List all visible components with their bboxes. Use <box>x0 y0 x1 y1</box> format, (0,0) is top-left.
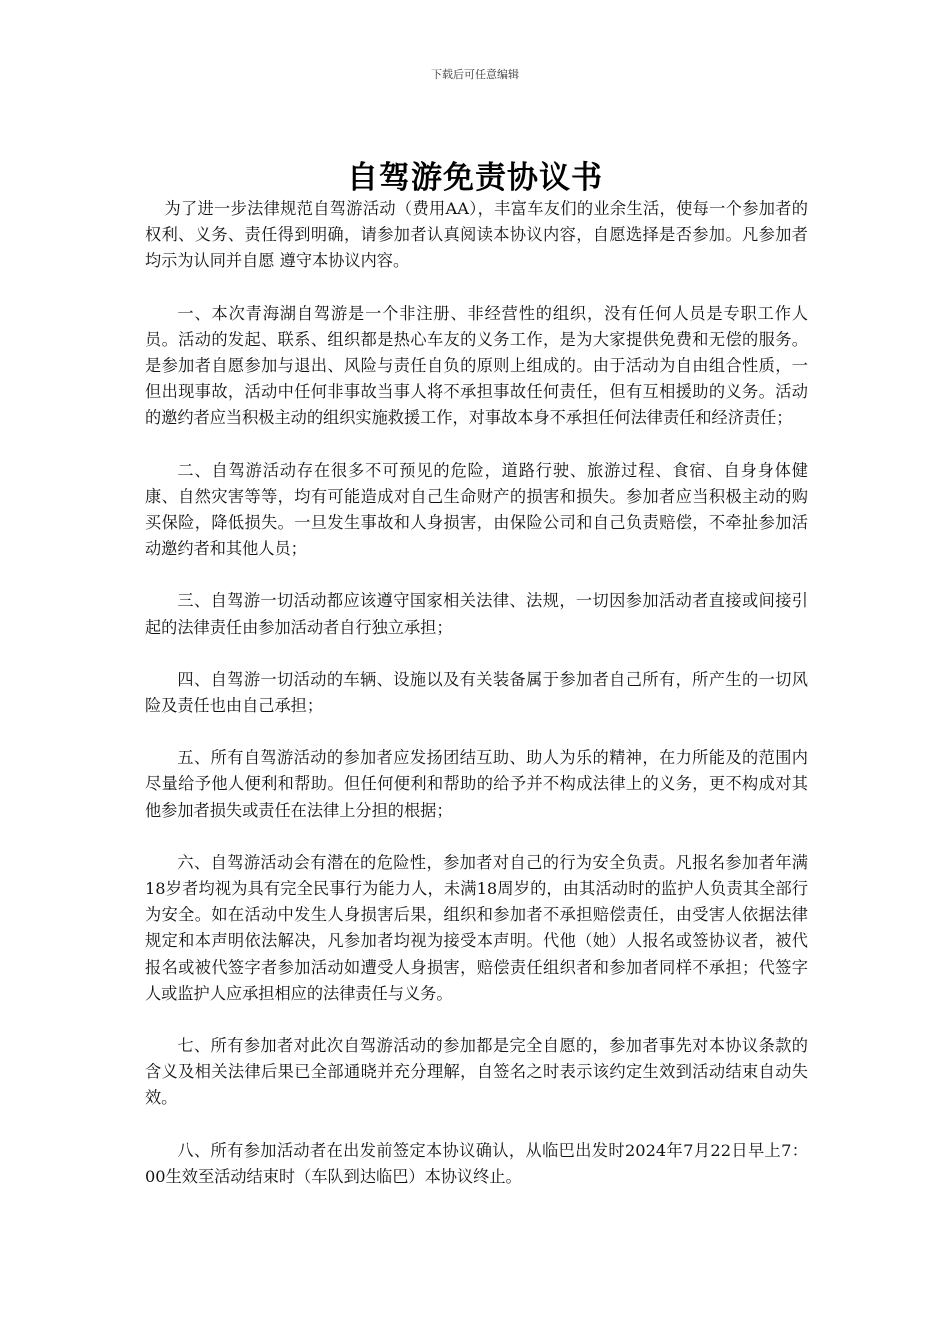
clause-8: 八、所有参加活动者在出发前签定本协议确认，从临巴出发时2024年7月22日早上7：00生效至活动结束时（车队到达临巴）本协议终止。 <box>145 1140 808 1186</box>
clause-7: 七、所有参加者对此次自驾游活动的参加都是完全自愿的，参加者事先对本协议条款的含义及相关法律后果已全部通晓并充分理解，自签名之时表示该约定生效到活动结束自动失效。 <box>145 1036 808 1108</box>
header-note: 下载后可任意编辑 <box>431 68 519 81</box>
document-title: 自驾游免责协议书 <box>347 160 603 196</box>
clause-1: 一、本次青海湖自驾游是一个非注册、非经营性的组织，没有任何人员是专职工作人员。活动的发起、联系、组织都是热心车友的义务工作，是为大家提供免费和无偿的服务。是参加者自愿参加与退出、风险与责任自负的原则上组成的。由于活动为自由组合性质，一但出现事故，活动中任何非事故当事人将不承担事故任何责任，但有互相援助的义务。活动的邀约者应当积极主动的组织实施救援工作，对事故本身不承担任何法律责任和经济责任； <box>145 303 808 428</box>
clause-6: 六、自驾游活动会有潜在的危险性，参加者对自己的行为安全负责。凡报名参加者年满18岁者均视为具有完全民事行为能力人，未满18周岁的，由其活动时的监护人负责其全部行为安全。如在活动中发生人身损害后果，组织和参加者不承担赔偿责任，由受害人依据法律规定和本声明依法解决，凡参加者均视为接受本声明。代他（她）人报名或签协议者，被代报名或被代签字者参加活动如遭受人身损害，赔偿责任组织者和参加者同样不承担；代签字人或监护人应承担相应的法律责任与义务。 <box>145 852 808 1003</box>
intro-paragraph: 为了进一步法律规范自驾游活动（费用AA），丰富车友们的业余生活，使每一个参加者的权利、义务、责任得到明确，请参加者认真阅读本协议内容，自愿选择是否参加。凡参加者均示为认同并自愿 遵守本协议内容。 <box>145 199 808 271</box>
clause-3: 三、自驾游一切活动都应该遵守国家相关法律、法规，一切因参加活动者直接或间接引起的法律责任由参加活动者自行独立承担； <box>145 591 808 637</box>
clause-2: 二、自驾游活动存在很多不可预见的危险，道路行驶、旅游过程、食宿、自身身体健康、自然灾害等等，均有可能造成对自己生命财产的损害和损失。参加者应当积极主动的购买保险，降低损失。一旦发生事故和人身损害，由保险公司和自己负责赔偿，不牵扯参加活动邀约者和其他人员； <box>145 460 808 559</box>
clause-4: 四、自驾游一切活动的车辆、设施以及有关装备属于参加者自己所有，所产生的一切风险及责任也由自己承担； <box>145 669 808 716</box>
clause-5: 五、所有自驾游活动的参加者应发扬团结互助、助人为乐的精神，在力所能及的范围内尽量给予他人便利和帮助。但任何便利和帮助的给予并不构成法律上的义务，更不构成对其他参加者损失或责任在法律上分担的根据； <box>145 748 808 820</box>
document-body <box>145 196 808 1190</box>
